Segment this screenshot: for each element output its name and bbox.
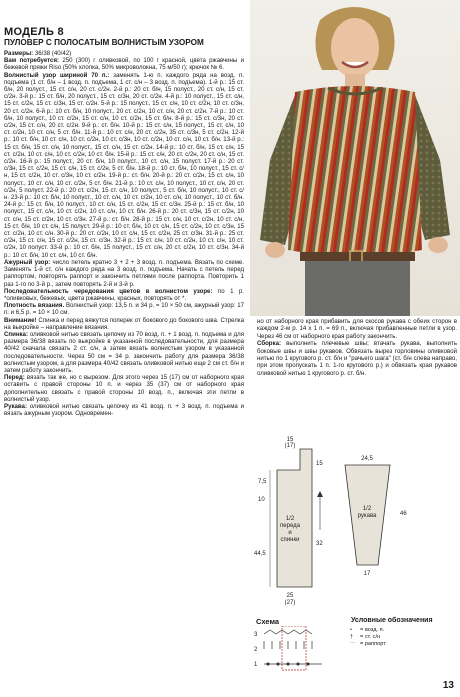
legend-symbol: • <box>350 627 352 633</box>
paragraph: Вам потребуется: 250 (300) г оливковой, по 100 г красной, цвета ржавчины и бежевой пряжи Riso (50% хлопка, 50% микроволокна, 75 м/50 г); крючок № 6. <box>4 57 244 72</box>
svg-text:10: 10 <box>258 497 265 503</box>
scheme-label: Схема <box>256 617 280 626</box>
model-photo <box>250 0 460 316</box>
paragraph: Спинка: оливковой нитью связать цепочку из 70 возд. п. + 1 возд. п. подъема и для размера 36/38 вязать по выкройке в указанной последовательности, для размера 40/42 сначала связать 2 ст. с/н, а затем вязать волнистым узором в указанной последовательности. Через 50 см = 34 р. закончить работу для размера 36/38 волнистым узором, а для размера 40/42 связать оливковой нитью еще 2 см ст. б/н и затем работу закончить. <box>4 330 244 374</box>
paragraph: Размеры: 36/38 (40/42) <box>4 50 72 57</box>
paragraph: Внимание! Спинка и перед вяжутся поперек от бокового до бокового шва. Стрелка на выкройке – направление вязания. <box>4 316 244 331</box>
svg-text:рукава: рукава <box>357 513 377 519</box>
article-title: ПУЛОВЕР С ПОЛОСАТЫМ ВОЛНИСТЫМ УЗОРОМ <box>4 38 204 47</box>
svg-text:1: 1 <box>254 662 258 668</box>
svg-text:2: 2 <box>254 647 258 653</box>
sleeve-label: 1/2 <box>362 506 372 512</box>
article-left-column <box>4 26 244 694</box>
assembly-text <box>257 318 457 377</box>
legend-item <box>350 641 386 648</box>
instructions-text <box>4 50 244 417</box>
paragraph: Рукава: оливковой нитью связать цепочку из 41 возд. п. + 3 возд. п. подъема и вязать ажурным узором. Одновремен- <box>4 402 244 418</box>
legend-title: Условные обозначения <box>351 617 433 624</box>
paragraph: Плотность вязания. Волнистый узор: 13,5 п. и 34 р. = 10 × 50 см, ажурный узор: 17 п. и 6,5 р. = 10 × 10 см. <box>4 302 244 317</box>
svg-text:3: 3 <box>254 632 258 638</box>
photo-illustration <box>250 0 460 316</box>
svg-text:17: 17 <box>363 571 371 577</box>
svg-text:7,5: 7,5 <box>258 479 267 485</box>
svg-text:32: 32 <box>316 541 323 547</box>
page-number: 13 <box>442 680 454 691</box>
svg-text:(27): (27) <box>284 600 296 606</box>
pattern-svg <box>250 415 460 615</box>
svg-text:15: 15 <box>316 461 323 467</box>
legend-text: = раппорт <box>360 641 386 647</box>
svg-text:25: 25 <box>286 593 294 599</box>
paragraph: Волнистый узор шириной 70 п.: заменять 1-ю п. каждого ряда на возд. п. подъема (1 ст. б/н – 1 возд. п. подъема, 1 ст. с/н – 3 возд. п. подъема). 1-й р.: 15 ст. б/н, 20 полуст., 15 ст. с/н, 20 ст. с/2н. 2-й р.: 20 ст. б/н, 15 полуст., 20 ст. с/н, 15 ст. с/2н. 3-й р.: 15 ст. б/н, 20 полуст., 15 ст. с/3н, 20 ст. с/2н. 4-й р.: 10 полуст., 15 ст. с/н, 15 ст. с/2н, 15 ст. с/3н, 15 ст. с/2н. 5-й р.: 15 полуст., 15 ст. с/н, 10 ст. с/2н, 10 ст. с/3н, 20 ст. с/2н. 6-й р.: 10 ст. б/н, 10 полуст., 20 ст. с/2н, 10 ст. с/н, 20 ст. с/2н. 7-й р.: 10 ст. б/н, 10 полуст., 10 ст. с/2н, 15 ст. с/н, 10 ст. с/2н, 15 ст. б/н. 8-й р.: 15 ст. с/3н, 20 ст. с/2н, 15 ст. с/н, 20 ст. с/2н. 9-й р.: ст. б/н. 10-й р.: 15 ст. с/н, 15 полуст., 15 ст. с/н, 10 ст. с/2н, 10 ст. с/н, 5 ст. б/н. 11-й р.: 10 ст. с/н, 20 ст. с/2н, 35 ст. с/3н, 5 ст. с/2н. 12-й р.: 10 ст. б/н, 10 ст. с/н, 10 ст. с/2н, 10 ст. с/3н, 10 ст. с/2н, 10 ст. с/н, 10 ст. б/н. 13-й р.: 15 ст. б/н, 15 ст. с/н, 10 полуст., 15 ст. с/н, 15 ст. с/2н. 14-й р.: 10 ст. б/н, 15 ст. с/н, 15 ст. с/2н, 10 ст. с/н, 10 ст. с/2н, 10 ст. б/н. 15-й р.: 15 ст. с/н, 20 ст. с/2н, 20 ст. с/н, 15 ст. с/2н. 16-й р.: 15 полуст., 20 ст. б/н, 10 полуст., 10 ст. с/н, 15 полуст. 17-й р.: 20 ст. с/3н, 15 ст. с/2н, 15 ст. с/н, 15 ст. с/2н, 5 ст. б/н. 18-й р.: 10 ст. б/н, 10 полуст., 15 ст. с/н, 15 ст. с/2н, 10 ст. с/3н, 10 ст. с/2н. 19-й р.: ст. б/н. 20-й р.: 20 ст. с/2н, 15 ст. с/н, 10 полуст., 10 ст. с/н, 10 ст. с/2н, 5 ст. б/н. 21-й р.: 10 ст. с/н, 10 полуст., 10 ст. с/н, 20 ст. с/2н, 5 полуст. 22-й р.: 20 ст. с/2н, 15 ст. с/н, 10 полуст., 5 ст. б/н, 10 полуст., 10 ст. с/н. 23-й р.: 10 ст. б/н, 10 полуст., 10 ст. с/н, 10 ст. с/2н, 10 ст. с/н, 10 полуст., 10 ст. б/н. 24-й р.: 15 ст. б/н, 10 полуст., 10 ст. с/н, 15 ст. с/2н, 15 ст. с/3н. 25-й р.: 15 ст. б/н, 10 полуст., 15 ст. с/н, 10 ст. с/2н, 10 ст. с/н, 10 ст. б/н. 26-й р.: 20 ст. с/3н, 15 ст. с/2н, 10 ст. с/н, 15 ст. с/2н, 10 ст. с/3н. 27-й р.: ст. б/н. 28-й р.: 15 ст. с/н, 10 ст. с/2н, 10 ст. с/н, 15 ст. б/н, 10 ст. с/н, 15 полуст. 29-й р.: 10 ст. б/н, 10 ст. с/н, 15 ст. с/2н, 10 ст. с/3н, 15 ст. с/2н, 10 ст. с/н. 30-й р.: 20 ст. с/2н, 10 ст. с/н, 15 ст. с/2н, 25 ст. с/3н. 31-й р.: 25 ст. с/2н, 15 ст. с/н, 15 ст. с/2н, 15 ст. с/3н. 32-й р.: 15 ст. с/н, 10 ст. с/2н, 10 ст. с/н, 10 ст. с/2н, 10 полуст. 33-й р.: 10 ст. б/н, 15 полуст., 15 ст. с/н, 20 ст. с/2н, 10 ст. с/3н. 34-й р.: 10 ст. б/н, 10 ст. с/н, 10 ст. б/н. <box>4 71 244 259</box>
svg-text:46: 46 <box>400 511 407 517</box>
paragraph: но от наборного края прибавить для скосов рукава с обеих сторон в каждом 2-м р. 14 х 1 п. = 69 п., включая прибавленные петли в узор. Через 46 см от наборного края работу закончить. <box>257 318 457 340</box>
legend <box>350 627 386 648</box>
article-right-column <box>257 318 457 377</box>
legend-symbol: † <box>350 634 354 640</box>
legend-item <box>350 634 386 641</box>
svg-text:44,5: 44,5 <box>254 551 266 557</box>
legend-text: = возд. п. <box>360 627 385 633</box>
paragraph: Последовательность чередования цветов в волнистом узоре: по 1 р. *оливковых, бежевых, цвета ржавчины, красных, повторять от *. <box>4 287 244 302</box>
front-back-piece <box>277 449 312 587</box>
paragraph: Сборка: выполнить плечевые швы; втачать рукава, выполнить боковые швы и швы рукавов. Обвязать вырез горловины оливковой нитью по 1 кругового р. ст. б/н и "рачьего шага" (ст. б/н слева направо, при этом пропускать 1 п. 1-го кругового р.) и обвязать края рукавов оливковой нитью 1 кругового р. ст. б/н. <box>257 340 457 377</box>
svg-text:переда: переда <box>280 523 300 529</box>
paragraph: Перед: вязать так же, но с вырезом. Для этого через 15 (17) см от наборного края оставить с правой стороны 10 п. и через 35 (37) см от наборного края дополнительно связать с правой стороны 10 возд. п., включая эти петли в волнистый узор. <box>4 374 244 403</box>
legend-symbol: ⋯ <box>350 641 356 647</box>
svg-text:(17): (17) <box>284 443 296 449</box>
legend-item <box>350 627 386 634</box>
svg-text:спинки: спинки <box>280 537 300 543</box>
paragraph: Ажурный узор: число петель кратно 3 + 2 + 3 возд. п. подъема. Вязать по схеме. Заменять 1-й ст. с/н каждого ряда на 3 возд. п. подъема. Начать с петель перед раппортом, повторять раппорт и закончить петлями после раппорта. Повторить 1 раз 1-го по 3-й р., затем повторять 2-й и 3-й р. <box>4 258 244 288</box>
pattern-diagrams <box>250 415 460 615</box>
front-back-label: 1/2 <box>285 516 295 522</box>
model-number: МОДЕЛЬ 8 <box>4 26 64 38</box>
crochet-scheme <box>252 626 347 676</box>
dim-label: 15 <box>286 437 294 443</box>
svg-text:24,5: 24,5 <box>361 456 373 462</box>
legend-text: = ст. с/н <box>360 634 381 640</box>
svg-text:и: и <box>288 530 292 536</box>
